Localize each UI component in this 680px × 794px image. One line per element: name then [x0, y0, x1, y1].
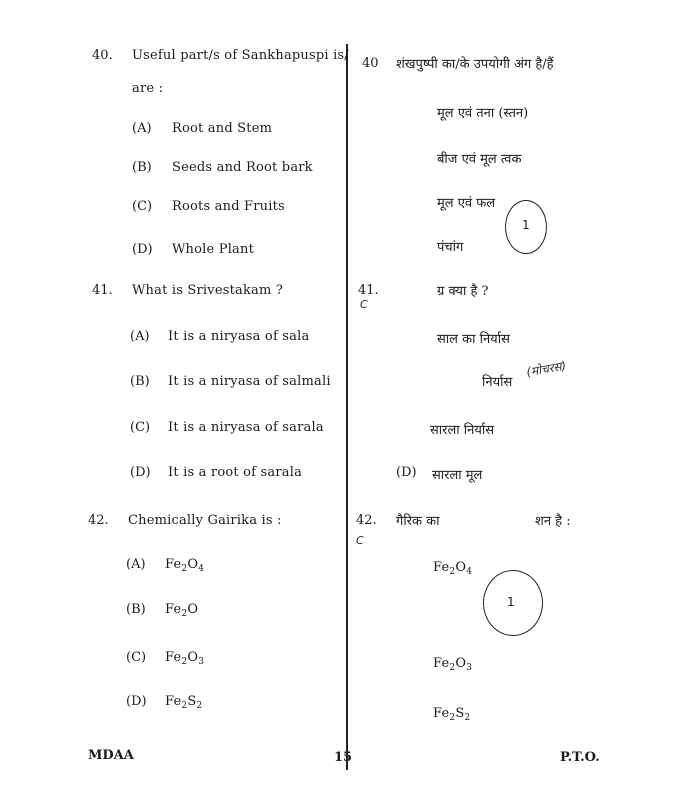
q42-margin-note: C: [356, 534, 364, 547]
q41-option-b: It is a niryasa of salmali: [168, 374, 331, 389]
q40-option-a: Root and Stem: [172, 121, 273, 136]
q40-number: 40.: [92, 48, 113, 63]
q41-hindi-option-a: साल का निर्यास: [437, 332, 510, 347]
q40-option-d: Whole Plant: [172, 242, 254, 257]
q41-hindi-option-b: निर्यास: [482, 375, 513, 390]
q40-option-a-label: (A): [132, 121, 152, 136]
q42-text: Chemically Gairika is :: [128, 513, 282, 528]
q42-hindi-question-part2: शन है :: [535, 514, 571, 529]
q41-option-a: It is a niryasa of sala: [168, 329, 310, 344]
q41-margin-note: C: [360, 298, 368, 311]
q41-option-a-label: (A): [130, 329, 150, 344]
q41-number: 41.: [92, 283, 113, 298]
q41-hindi-option-c: सारला निर्यास: [430, 423, 495, 438]
q42-circled-answer-mark: [483, 570, 543, 636]
column-divider: [346, 44, 348, 770]
q40-hindi-number: 40: [362, 56, 379, 71]
q42-option-b: $Fe_2O$: [165, 602, 199, 619]
q41-hindi-question: ग्र क्या है ?: [437, 284, 489, 299]
q42-option-a: $Fe_2O_4$: [165, 557, 205, 574]
q42-option-d-label: (D): [126, 694, 147, 709]
q40-option-c: Roots and Fruits: [172, 199, 285, 214]
q40-text-line1: Useful part/s of Sankhapuspi is/: [132, 48, 349, 63]
pto-label: P.T.O.: [560, 750, 600, 765]
q40-hindi-question: शंखपुष्पी का/के उपयोगी अंग है/हैं: [396, 57, 554, 72]
q42-option-a-label: (A): [126, 557, 146, 572]
q40-hindi-option-c: मूल एवं फल: [437, 196, 496, 211]
q41-option-d: It is a root of sarala: [168, 465, 303, 480]
q41-option-d-label: (D): [130, 465, 151, 480]
q40-text-line2: are :: [132, 81, 164, 96]
q40-hindi-option-d: पंचांग: [437, 240, 464, 255]
q41-hindi-option-d-label: (D): [396, 465, 417, 480]
q40-option-b-label: (B): [132, 160, 152, 175]
q42-mark-text: 1: [507, 595, 515, 609]
q42-number: 42.: [88, 513, 109, 528]
q42-hindi-option-a: $Fe_2O_4$: [433, 560, 473, 577]
paper-code: MDAA: [88, 748, 134, 763]
q40-circled-answer-mark: [505, 200, 547, 254]
q42-option-c-label: (C): [126, 650, 147, 665]
q41-option-b-label: (B): [130, 374, 150, 389]
q41-option-c: It is a niryasa of sarala: [168, 420, 324, 435]
q40-hindi-option-b: बीज एवं मूल त्वक: [437, 152, 522, 167]
q42-hindi-option-c: $Fe_2O_3$: [433, 656, 473, 673]
q41-text: What is Srivestakam ?: [132, 283, 284, 298]
q42-hindi-question-part1: गैरिक का: [396, 514, 440, 529]
q40-mark-text: 1: [522, 218, 530, 232]
q41-hindi-option-d: सारला मूल: [432, 468, 483, 483]
q42-option-b-label: (B): [126, 602, 146, 617]
q40-option-c-label: (C): [132, 199, 153, 214]
q40-option-d-label: (D): [132, 242, 153, 257]
q41-hindi-number: 41.: [358, 283, 379, 298]
q40-hindi-option-a: मूल एवं तना (स्तन): [437, 106, 529, 121]
q41-handwritten-annotation: (मोचरस): [525, 358, 568, 380]
q42-hindi-number: 42.: [356, 513, 377, 528]
q42-hindi-option-d: $Fe_2S_2$: [433, 706, 471, 723]
q41-option-c-label: (C): [130, 420, 151, 435]
q40-option-b: Seeds and Root bark: [172, 160, 313, 175]
q42-option-c: $Fe_2O_3$: [165, 650, 205, 667]
page-number: 15: [334, 750, 353, 765]
q42-option-d: $Fe_2S_2$: [165, 694, 203, 711]
